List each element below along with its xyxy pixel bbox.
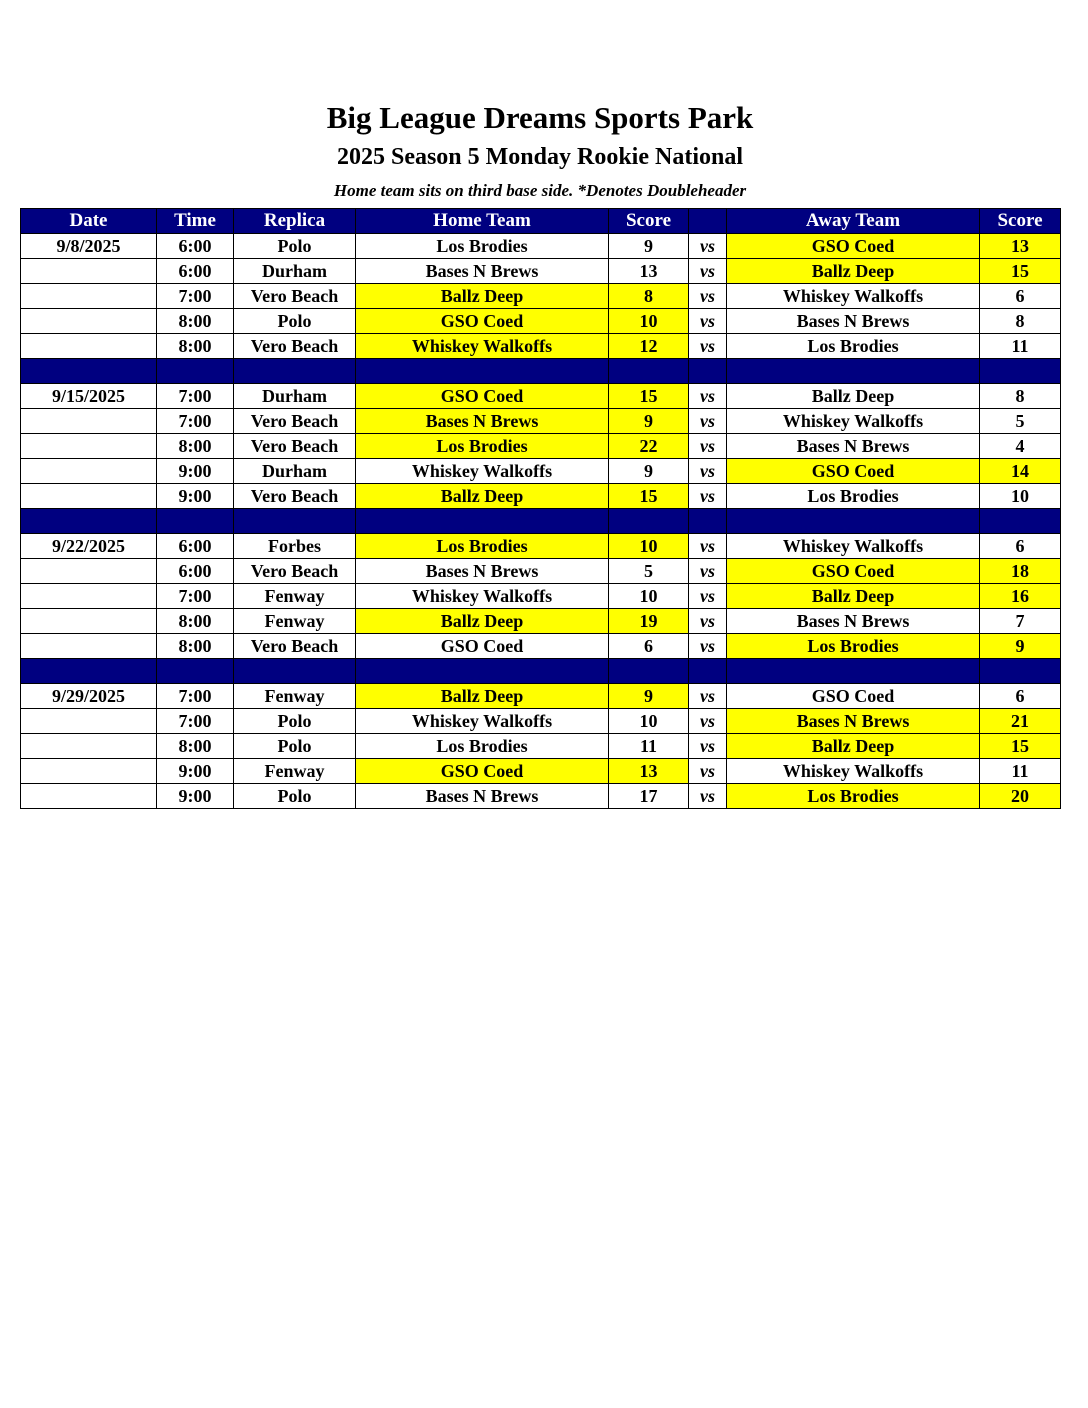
home-team-cell: Bases N Brews (356, 784, 609, 809)
away-team-cell: GSO Coed (727, 234, 980, 259)
away-team-cell: Los Brodies (727, 784, 980, 809)
vs-cell: vs (689, 584, 727, 609)
time-cell: 8:00 (157, 434, 234, 459)
home-team-cell: Los Brodies (356, 734, 609, 759)
time-cell: 7:00 (157, 409, 234, 434)
away-score-cell: 13 (980, 234, 1061, 259)
separator-cell (609, 359, 689, 384)
separator-cell (234, 509, 356, 534)
away-team-cell: Bases N Brews (727, 309, 980, 334)
col-header-vs (689, 209, 727, 234)
home-team-cell: Bases N Brews (356, 259, 609, 284)
schedule-note: Home team sits on third base side. *Denotes Doubleheader (333, 181, 747, 200)
away-team-cell: GSO Coed (727, 459, 980, 484)
date-cell (21, 634, 157, 659)
time-cell: 7:00 (157, 584, 234, 609)
home-team-cell: Los Brodies (356, 234, 609, 259)
home-team-cell: Whiskey Walkoffs (356, 584, 609, 609)
time-cell: 8:00 (157, 734, 234, 759)
game-row (21, 784, 1061, 809)
away-score-cell: 6 (980, 534, 1061, 559)
date-cell (21, 709, 157, 734)
separator-cell (609, 509, 689, 534)
replica-cell: Durham (234, 384, 356, 409)
separator-cell (356, 509, 609, 534)
vs-cell: vs (689, 334, 727, 359)
vs-cell: vs (689, 759, 727, 784)
col-header-home-team: Home Team (356, 209, 609, 234)
separator-cell (609, 659, 689, 684)
home-score-cell: 9 (609, 234, 689, 259)
replica-cell: Polo (234, 709, 356, 734)
game-row (21, 709, 1061, 734)
replica-cell: Vero Beach (234, 284, 356, 309)
game-row (21, 759, 1061, 784)
vs-cell: vs (689, 234, 727, 259)
away-team-cell: Los Brodies (727, 334, 980, 359)
away-score-cell: 16 (980, 584, 1061, 609)
replica-cell: Polo (234, 234, 356, 259)
vs-cell: vs (689, 259, 727, 284)
home-team-cell: GSO Coed (356, 309, 609, 334)
separator-cell (727, 359, 980, 384)
away-team-cell: GSO Coed (727, 684, 980, 709)
date-cell (21, 784, 157, 809)
vs-cell: vs (689, 634, 727, 659)
time-cell: 7:00 (157, 709, 234, 734)
separator-cell (234, 659, 356, 684)
home-team-cell: Ballz Deep (356, 484, 609, 509)
vs-cell: vs (689, 709, 727, 734)
separator-cell (157, 509, 234, 534)
game-row (21, 559, 1061, 584)
away-team-cell: Whiskey Walkoffs (727, 759, 980, 784)
time-cell: 7:00 (157, 384, 234, 409)
separator-cell (356, 359, 609, 384)
home-team-cell: Ballz Deep (356, 609, 609, 634)
separator-cell (234, 359, 356, 384)
away-team-cell: Bases N Brews (727, 609, 980, 634)
away-team-cell: Ballz Deep (727, 384, 980, 409)
away-score-cell: 11 (980, 759, 1061, 784)
date-cell (21, 309, 157, 334)
col-header-away-team: Away Team (727, 209, 980, 234)
vs-cell: vs (689, 559, 727, 584)
replica-cell: Fenway (234, 759, 356, 784)
replica-cell: Vero Beach (234, 559, 356, 584)
away-team-cell: Ballz Deep (727, 734, 980, 759)
home-team-cell: GSO Coed (356, 759, 609, 784)
replica-cell: Fenway (234, 584, 356, 609)
separator-cell (727, 659, 980, 684)
col-header-date: Date (21, 209, 157, 234)
away-score-cell: 20 (980, 784, 1061, 809)
game-row (21, 584, 1061, 609)
time-cell: 9:00 (157, 484, 234, 509)
time-cell: 6:00 (157, 534, 234, 559)
time-cell: 9:00 (157, 759, 234, 784)
date-cell (21, 284, 157, 309)
game-row (21, 309, 1061, 334)
vs-cell: vs (689, 609, 727, 634)
away-team-cell: Ballz Deep (727, 259, 980, 284)
away-score-cell: 10 (980, 484, 1061, 509)
game-row (21, 684, 1061, 709)
separator-cell (689, 509, 727, 534)
away-team-cell: Whiskey Walkoffs (727, 534, 980, 559)
vs-cell: vs (689, 459, 727, 484)
col-header-time: Time (157, 209, 234, 234)
schedule-table (20, 208, 1061, 809)
home-team-cell: Ballz Deep (356, 684, 609, 709)
replica-cell: Vero Beach (234, 434, 356, 459)
home-score-cell: 10 (609, 584, 689, 609)
separator-cell (157, 359, 234, 384)
date-cell: 9/29/2025 (21, 684, 157, 709)
home-score-cell: 17 (609, 784, 689, 809)
home-score-cell: 10 (609, 709, 689, 734)
home-score-cell: 11 (609, 734, 689, 759)
week-separator-row (21, 659, 1061, 684)
time-cell: 7:00 (157, 684, 234, 709)
separator-cell (980, 509, 1061, 534)
away-score-cell: 18 (980, 559, 1061, 584)
game-row (21, 259, 1061, 284)
vs-cell: vs (689, 484, 727, 509)
vs-cell: vs (689, 409, 727, 434)
game-row (21, 384, 1061, 409)
replica-cell: Durham (234, 259, 356, 284)
time-cell: 6:00 (157, 234, 234, 259)
time-cell: 9:00 (157, 459, 234, 484)
replica-cell: Forbes (234, 534, 356, 559)
separator-cell (21, 659, 157, 684)
away-team-cell: Whiskey Walkoffs (727, 409, 980, 434)
col-header-home-score: Score (609, 209, 689, 234)
date-cell (21, 334, 157, 359)
replica-cell: Vero Beach (234, 634, 356, 659)
home-team-cell: Whiskey Walkoffs (356, 709, 609, 734)
home-score-cell: 13 (609, 259, 689, 284)
replica-cell: Polo (234, 309, 356, 334)
away-team-cell: Bases N Brews (727, 709, 980, 734)
separator-cell (157, 659, 234, 684)
home-team-cell: GSO Coed (356, 384, 609, 409)
separator-cell (980, 359, 1061, 384)
home-score-cell: 5 (609, 559, 689, 584)
date-cell (21, 409, 157, 434)
replica-cell: Vero Beach (234, 409, 356, 434)
week-separator-row (21, 509, 1061, 534)
vs-cell: vs (689, 434, 727, 459)
time-cell: 8:00 (157, 334, 234, 359)
game-row (21, 459, 1061, 484)
home-team-cell: Whiskey Walkoffs (356, 334, 609, 359)
vs-cell: vs (689, 284, 727, 309)
away-team-cell: GSO Coed (727, 559, 980, 584)
home-team-cell: Bases N Brews (356, 409, 609, 434)
home-score-cell: 9 (609, 684, 689, 709)
date-cell (21, 584, 157, 609)
separator-cell (980, 659, 1061, 684)
replica-cell: Fenway (234, 684, 356, 709)
home-team-cell: Whiskey Walkoffs (356, 459, 609, 484)
away-score-cell: 6 (980, 684, 1061, 709)
replica-cell: Polo (234, 734, 356, 759)
home-score-cell: 10 (609, 534, 689, 559)
home-team-cell: GSO Coed (356, 634, 609, 659)
game-row (21, 484, 1061, 509)
date-cell (21, 559, 157, 584)
date-cell (21, 259, 157, 284)
away-team-cell: Bases N Brews (727, 434, 980, 459)
away-score-cell: 7 (980, 609, 1061, 634)
home-score-cell: 22 (609, 434, 689, 459)
replica-cell: Fenway (234, 609, 356, 634)
away-score-cell: 15 (980, 734, 1061, 759)
home-score-cell: 9 (609, 459, 689, 484)
date-cell (21, 484, 157, 509)
col-header-replica: Replica (234, 209, 356, 234)
home-team-cell: Los Brodies (356, 434, 609, 459)
week-separator-row (21, 359, 1061, 384)
time-cell: 6:00 (157, 259, 234, 284)
date-cell: 9/15/2025 (21, 384, 157, 409)
home-team-cell: Ballz Deep (356, 284, 609, 309)
date-cell (21, 459, 157, 484)
vs-cell: vs (689, 784, 727, 809)
game-row (21, 534, 1061, 559)
date-cell (21, 734, 157, 759)
home-score-cell: 13 (609, 759, 689, 784)
time-cell: 8:00 (157, 309, 234, 334)
home-score-cell: 12 (609, 334, 689, 359)
page-subtitle: 2025 Season 5 Monday Rookie National (336, 144, 744, 170)
game-row (21, 734, 1061, 759)
vs-cell: vs (689, 734, 727, 759)
away-score-cell: 8 (980, 309, 1061, 334)
separator-cell (21, 509, 157, 534)
away-score-cell: 4 (980, 434, 1061, 459)
game-row (21, 234, 1061, 259)
header-row (21, 209, 1061, 234)
replica-cell: Durham (234, 459, 356, 484)
separator-cell (356, 659, 609, 684)
separator-cell (21, 359, 157, 384)
col-header-away-score: Score (980, 209, 1061, 234)
replica-cell: Vero Beach (234, 484, 356, 509)
home-score-cell: 9 (609, 409, 689, 434)
away-team-cell: Los Brodies (727, 634, 980, 659)
away-team-cell: Ballz Deep (727, 584, 980, 609)
game-row (21, 434, 1061, 459)
replica-cell: Vero Beach (234, 334, 356, 359)
home-score-cell: 15 (609, 484, 689, 509)
separator-cell (689, 659, 727, 684)
game-row (21, 334, 1061, 359)
date-cell (21, 759, 157, 784)
away-score-cell: 14 (980, 459, 1061, 484)
away-score-cell: 5 (980, 409, 1061, 434)
date-cell (21, 609, 157, 634)
away-score-cell: 9 (980, 634, 1061, 659)
home-team-cell: Los Brodies (356, 534, 609, 559)
game-row (21, 409, 1061, 434)
time-cell: 9:00 (157, 784, 234, 809)
time-cell: 8:00 (157, 634, 234, 659)
home-score-cell: 6 (609, 634, 689, 659)
time-cell: 7:00 (157, 284, 234, 309)
home-score-cell: 15 (609, 384, 689, 409)
game-row (21, 284, 1061, 309)
away-score-cell: 15 (980, 259, 1061, 284)
away-score-cell: 21 (980, 709, 1061, 734)
vs-cell: vs (689, 384, 727, 409)
page-title: Big League Dreams Sports Park (326, 100, 754, 135)
away-score-cell: 6 (980, 284, 1061, 309)
separator-cell (689, 359, 727, 384)
home-score-cell: 8 (609, 284, 689, 309)
date-cell (21, 434, 157, 459)
game-row (21, 634, 1061, 659)
home-score-cell: 19 (609, 609, 689, 634)
away-team-cell: Los Brodies (727, 484, 980, 509)
vs-cell: vs (689, 309, 727, 334)
time-cell: 8:00 (157, 609, 234, 634)
away-score-cell: 11 (980, 334, 1061, 359)
home-score-cell: 10 (609, 309, 689, 334)
home-team-cell: Bases N Brews (356, 559, 609, 584)
time-cell: 6:00 (157, 559, 234, 584)
away-team-cell: Whiskey Walkoffs (727, 284, 980, 309)
away-score-cell: 8 (980, 384, 1061, 409)
vs-cell: vs (689, 534, 727, 559)
date-cell: 9/8/2025 (21, 234, 157, 259)
separator-cell (727, 509, 980, 534)
date-cell: 9/22/2025 (21, 534, 157, 559)
game-row (21, 609, 1061, 634)
vs-cell: vs (689, 684, 727, 709)
replica-cell: Polo (234, 784, 356, 809)
